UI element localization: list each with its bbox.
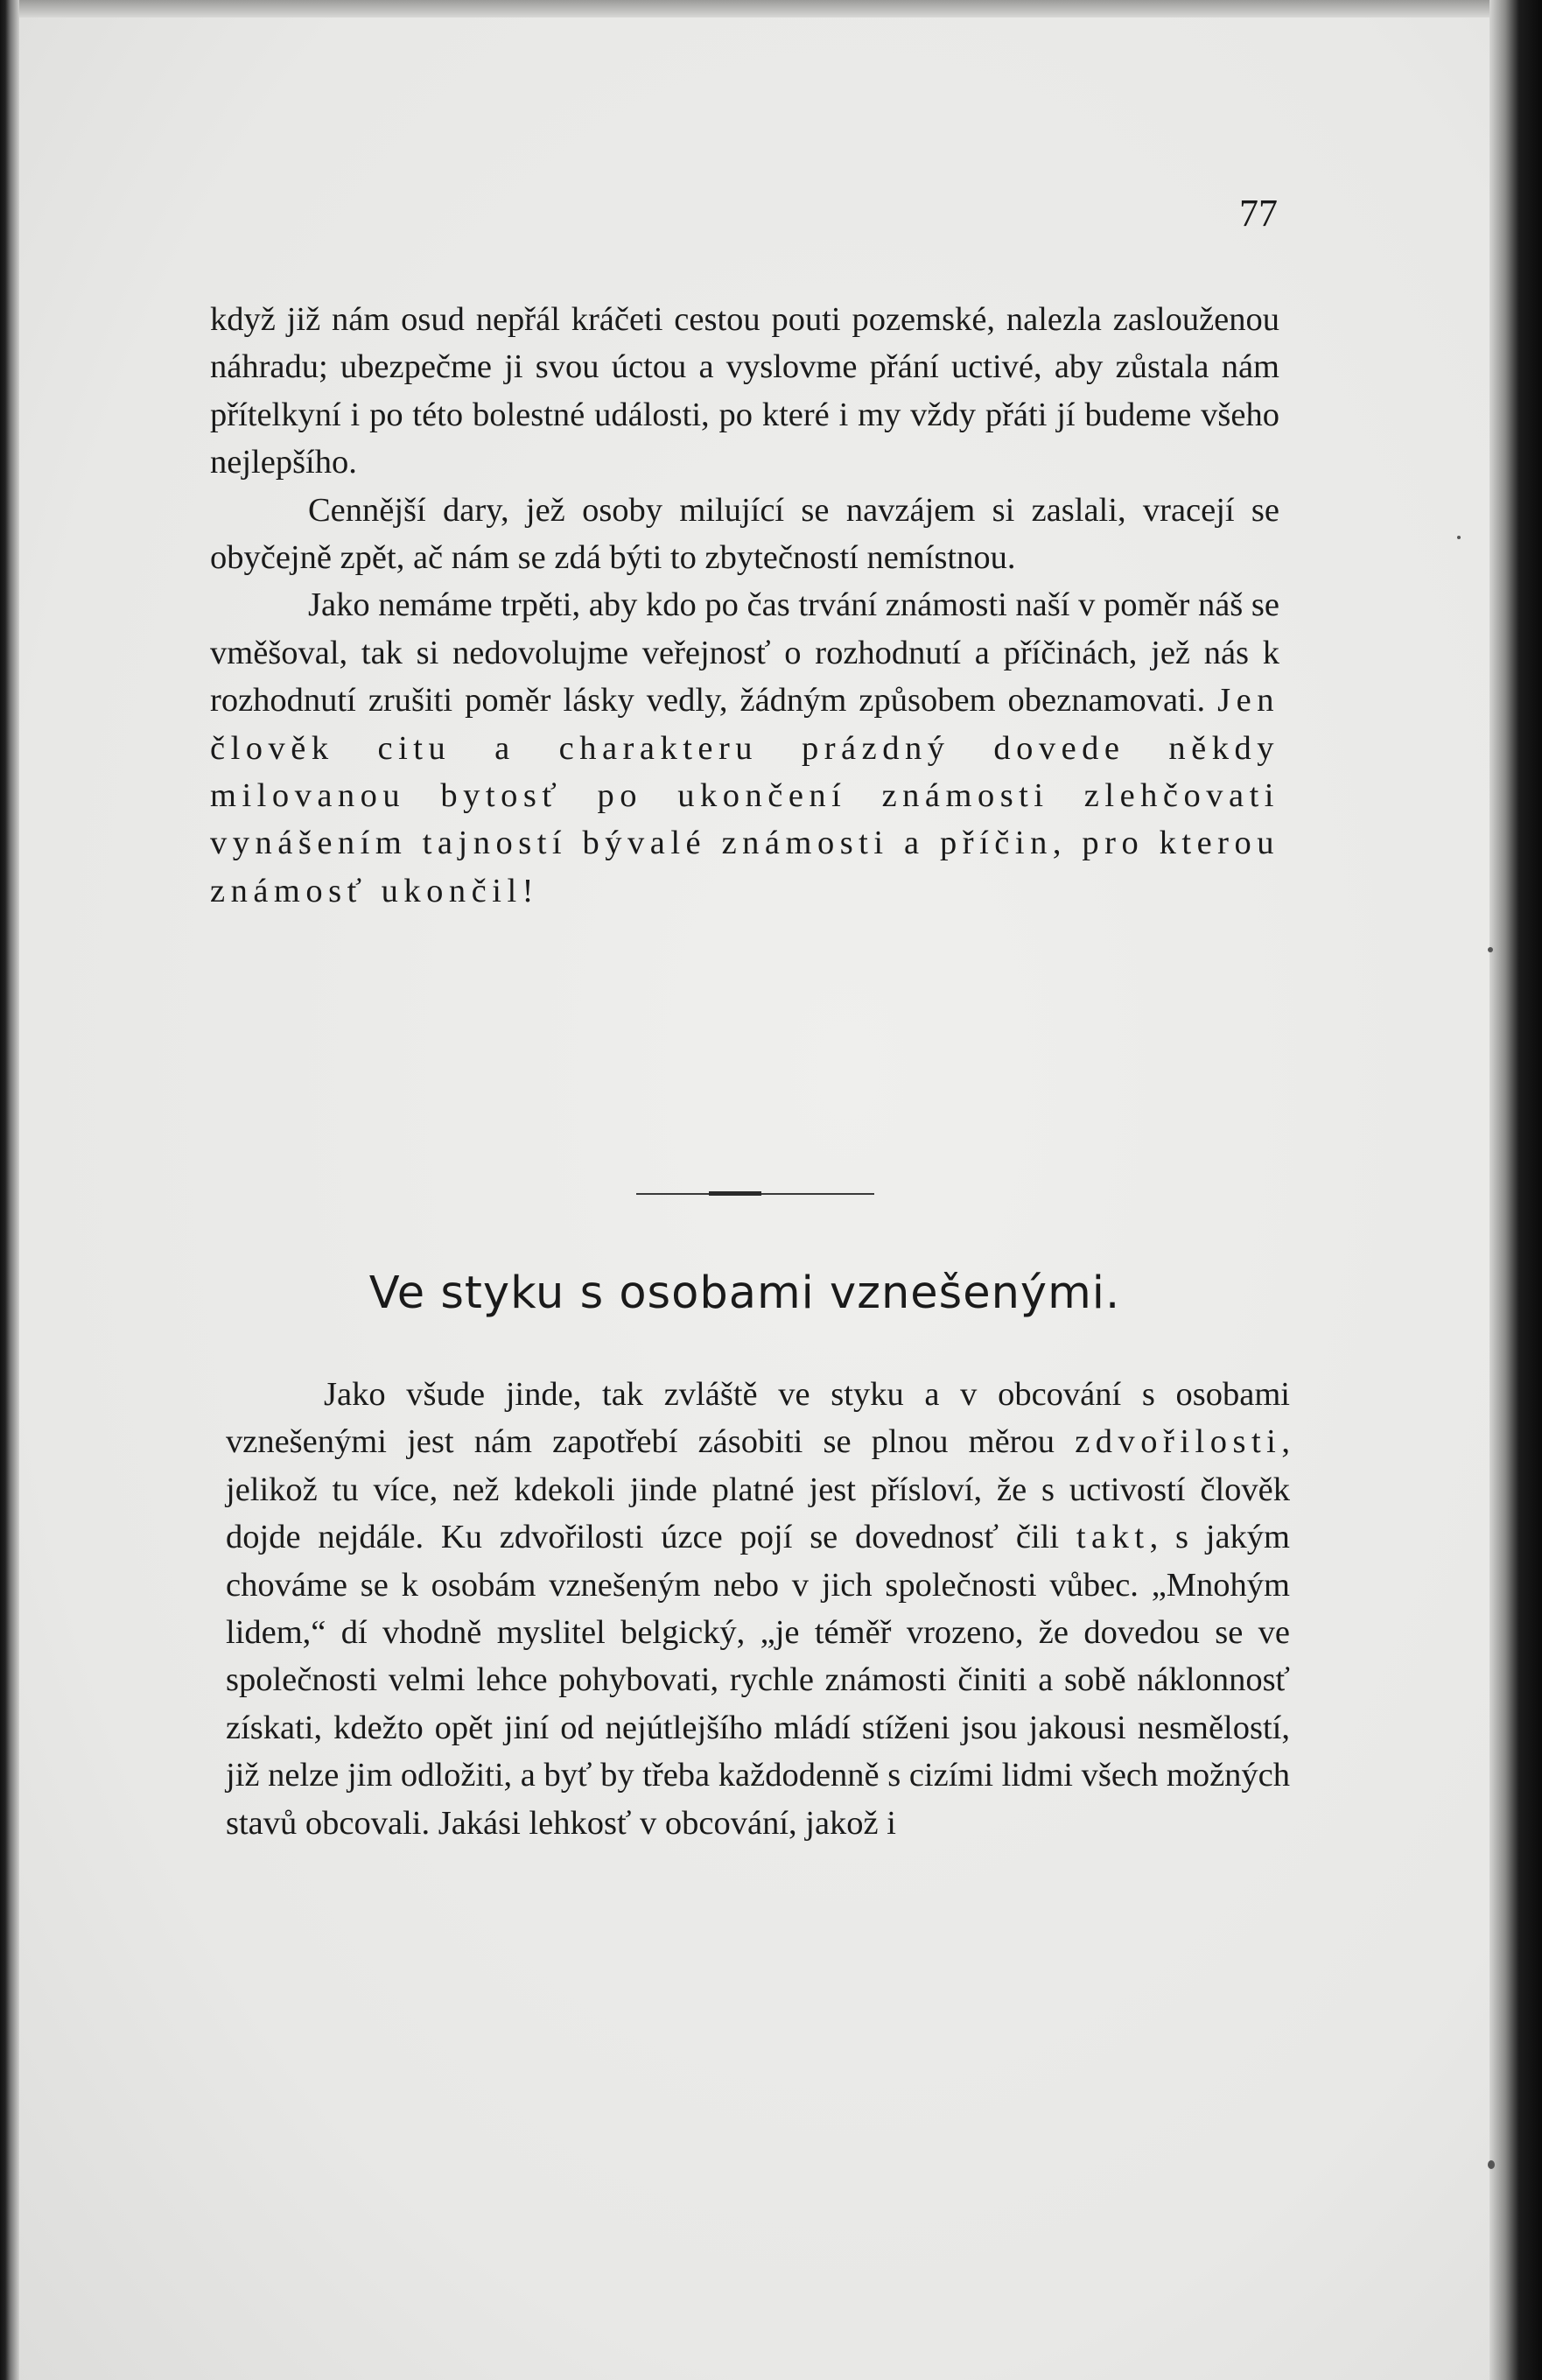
emphasized-word: zdvořilosti <box>1075 1423 1282 1461</box>
text-block-section <box>226 1371 1290 1847</box>
section-divider-ornament <box>709 1191 761 1196</box>
paragraph: Cennější dary, jež osoby milující se navzájem si zaslali, vracejí se obyčejně zpět, ač nám se zdá býti to zbytečností nemístnou. <box>210 491 1279 577</box>
book-spine-shadow <box>0 0 19 2380</box>
scan-speck <box>1488 947 1493 952</box>
scan-top-edge <box>0 0 1542 18</box>
page-edge-shadow <box>1489 0 1542 2380</box>
emphasized-text: Jen člověk citu a charakteru prázdný dovede někdy milovanou bytosť po ukončení známosti zlehčovati vynášením tajností bývalé známosti a příčin, pro kterou známosť ukončil! <box>210 682 1279 909</box>
scan-speck <box>1488 2160 1495 2169</box>
paragraph-text: , jelikož tu více, než kdekoli jinde platné jest přísloví, že s uctivostí člověk dojde nejdále. Ku zdvořilosti úzce pojí se dovednosť čili <box>226 1423 1290 1556</box>
text-block-continuation <box>210 296 1279 915</box>
paragraph <box>226 1371 1290 1847</box>
paragraph: když již nám osud nepřál kráčeti cestou pouti pozemské, nalezla zaslouženou náhradu; ubezpečme ji svou úctou a vyslovme přání uctivé, aby zůstala nám přítelkyní i po této bolestné události, po které i my vždy přáti jí budeme všeho nejlepšího. <box>210 301 1279 481</box>
scan-speck <box>1457 536 1461 539</box>
section-heading: Ve styku s osobami vznešenými. <box>368 1267 1121 1319</box>
paragraph <box>210 581 1279 915</box>
paragraph-text: Jako nemáme trpěti, aby kdo po čas trvání známosti naší v poměr náš se vměšoval, tak si nedovolujme veřejnosť o rozhodnutí a příčinách, jež nás k rozhodnutí zrušiti poměr lásky vedly, žádným způsobem obeznamovati. <box>210 586 1279 720</box>
paragraph-text: , s jakým chováme se k osobám vznešeným nebo v jich společnosti vůbec. „Mnohým lidem,“ dí vhodně myslitel belgický, „je téměř vrozeno, že dovedou se ve společnosti velmi lehce pohybovati, rychle známosti činiti a sobě náklonnosť získati, kdežto opět jiní od nejútlejšího mládí stíženi jsou jakousi nesmělostí, již nelze jim odložiti, a byť by třeba každodenně s cizími lidmi všech možných stavů obcovali. Jakási lehkosť v obcování, jakož i <box>226 1519 1291 1842</box>
paragraph-text: Jako všude jinde, tak zvláště ve styku a v obcování s osobami vznešenými jest nám zapotřebí zásobiti se plnou měrou <box>226 1376 1290 1461</box>
emphasized-word: takt <box>1076 1519 1150 1556</box>
page-number: 77 <box>1239 192 1278 235</box>
